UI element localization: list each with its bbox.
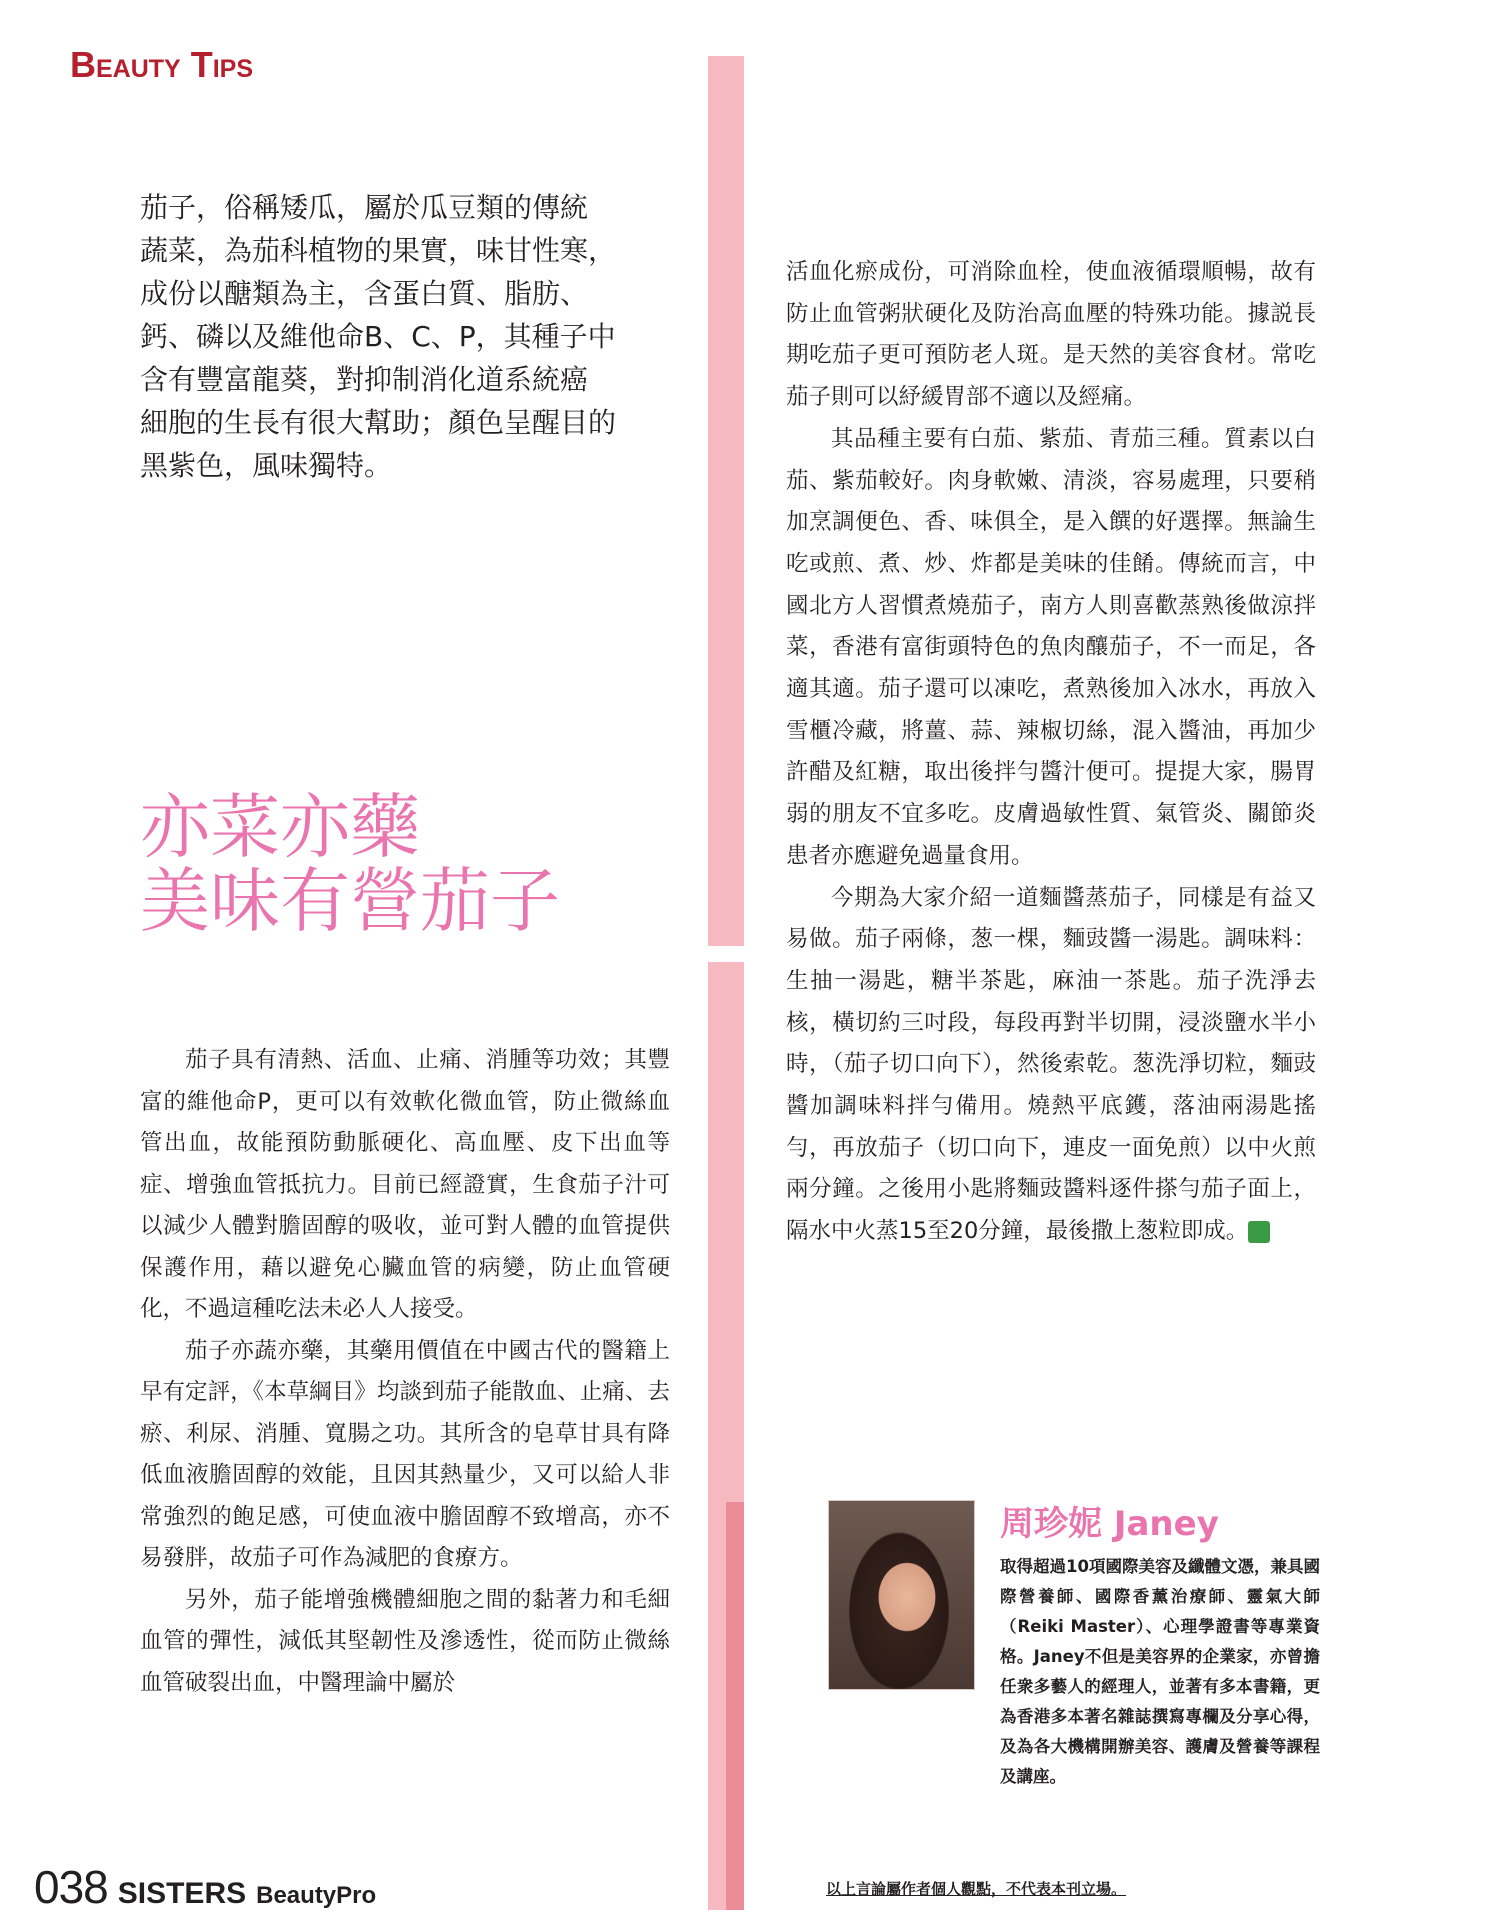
article-headline — [140, 786, 700, 942]
author-name: 周珍妮 Janey — [1000, 1504, 1219, 1544]
intro-line: 成份以醣類為主，含蛋白質、脂肪、 — [140, 277, 589, 310]
body-paragraph: 其品種主要有白茄、紫茄、青茄三種。質素以白茄、紫茄較好。肉身軟嫩、清淡，容易處理，只要稍加烹調便色、香、味俱全，是入饌的好選擇。無論生吃或煎、煮、炒、炸都是美味的佳餚。傳統而言，中國北方人習慣煮燒茄子，南方人則喜歡蒸熟後做涼拌菜，香港有富街頭特色的魚肉釀茄子，不一而足，各適其適。茄子還可以凍吃，煮熟後加入冰水，再放入雪櫃冷藏，將薑、蒜、辣椒切絲，混入醬油，再加少許醋及紅糖，取出後拌勻醬汁便可。提提大家，腸胃弱的朋友不宜多吃。皮膚過敏性質、氣管炎、關節炎患者亦應避免過量食用。 — [786, 425, 1316, 869]
intro-line: 細胞的生長有很大幫助；顏色呈醒目的 — [140, 406, 617, 439]
intro-paragraph — [140, 186, 670, 487]
decorative-stripe-lower — [708, 962, 744, 1502]
section-label: Beauty Tips — [70, 44, 254, 85]
left-column-body — [140, 1040, 670, 1704]
author-bio: 取得超過10項國際美容及纖體文憑，兼具國際營養師、國際香薰治療師、靈氣大師（Reiki Master）、心理學證書等專業資格。Janey不但是美容界的企業家，亦曾擔任衆多藝人的經理人，並著有多本書籍，更為香港多本著名雜誌撰寫專欄及分享心得，及為各大機構開辦美容、護膚及營養等課程及講座。 — [1000, 1557, 1320, 1786]
decorative-stripe-bottom — [726, 1502, 744, 1910]
page-number: 038 — [34, 1861, 108, 1913]
disclaimer: 以上言論屬作者個人觀點，不代表本刊立場。 — [826, 1880, 1127, 1898]
magazine-brand-sub: BeautyPro — [256, 1882, 377, 1909]
magazine-brand: SISTERS — [117, 1877, 247, 1910]
body-paragraph — [786, 878, 1316, 1253]
intro-line: 含有豐富龍葵，對抑制消化道系統癌 — [140, 363, 589, 396]
body-paragraph: 活血化瘀成份，可消除血栓，使血液循環順暢，故有防止血管粥狀硬化及防治高血壓的特殊功能。據説長期吃茄子更可預防老人斑。是天然的美容食材。常吃茄子則可以紓緩胃部不適以及經痛。 — [786, 259, 1316, 411]
intro-line: 黑紫色，風味獨特。 — [140, 449, 393, 482]
author-photo — [828, 1500, 975, 1690]
intro-line: 蔬菜，為茄科植物的果實，味甘性寒， — [140, 234, 617, 267]
body-paragraph: 茄子具有清熱、活血、止痛、消腫等功效；其豐富的維他命P，更可以有效軟化微血管，防止微絲血管出血，故能預防動脈硬化、高血壓、皮下出血等症、增強血管抵抗力。目前已經證實，生食茄子汁可以減少人體對膽固醇的吸收，並可對人體的血管提供保護作用，藉以避免心臟血管的病變，防止血管硬化，不過這種吃法未必人人接受。 — [140, 1047, 670, 1322]
body-paragraph-text: 今期為大家介紹一道麵醬蒸茄子，同樣是有益又易做。茄子兩條，葱一棵，麵豉醬一湯匙。調味料：生抽一湯匙，糖半茶匙，麻油一茶匙。茄子洗淨去核，橫切約三吋段，每段再對半切開，浸淡鹽水半小時，（茄子切口向下），然後索乾。葱洗淨切粒，麵豉醬加調味料拌勻備用。燒熱平底鑊，落油兩湯匙搖勻，再放茄子（切口向下，連皮一面免煎）以中火煎兩分鐘。之後用小匙將麵豉醬料逐件搽勻茄子面上，隔水中火蒸15至20分鐘，最後撒上葱粒即成。 — [786, 884, 1316, 1245]
headline-line-2: 美味有營茄子 — [140, 860, 560, 942]
body-paragraph: 茄子亦蔬亦藥，其藥用價值在中國古代的醫籍上早有定評，《本草綱目》均談到茄子能散血、止痛、去瘀、利尿、消腫、寬腸之功。其所含的皂草甘具有降低血液膽固醇的效能，且因其熱量少，又可以給人非常強烈的飽足感，可使血液中膽固醇不致增高，亦不易發胖，故茄子可作為減肥的食療方。 — [140, 1337, 670, 1571]
decorative-stripe-gap — [708, 946, 744, 962]
intro-line: 鈣、磷以及維他命B、C、P，其種子中 — [140, 320, 616, 353]
body-paragraph: 另外，茄子能增強機體細胞之間的黏著力和毛細血管的彈性，減低其堅韌性及滲透性，從而防止微絲血管破裂出血，中醫理論中屬於 — [140, 1586, 670, 1696]
right-column-body — [786, 252, 1316, 1253]
decorative-stripe-upper — [708, 56, 744, 946]
headline-line-1: 亦菜亦藥 — [140, 786, 420, 868]
intro-line: 茄子，俗稱矮瓜，屬於瓜豆類的傳統 — [140, 191, 589, 224]
decorative-stripe-bottom-light — [708, 1502, 726, 1910]
page-footer — [34, 1860, 376, 1914]
end-mark-icon: S — [1248, 1221, 1270, 1243]
